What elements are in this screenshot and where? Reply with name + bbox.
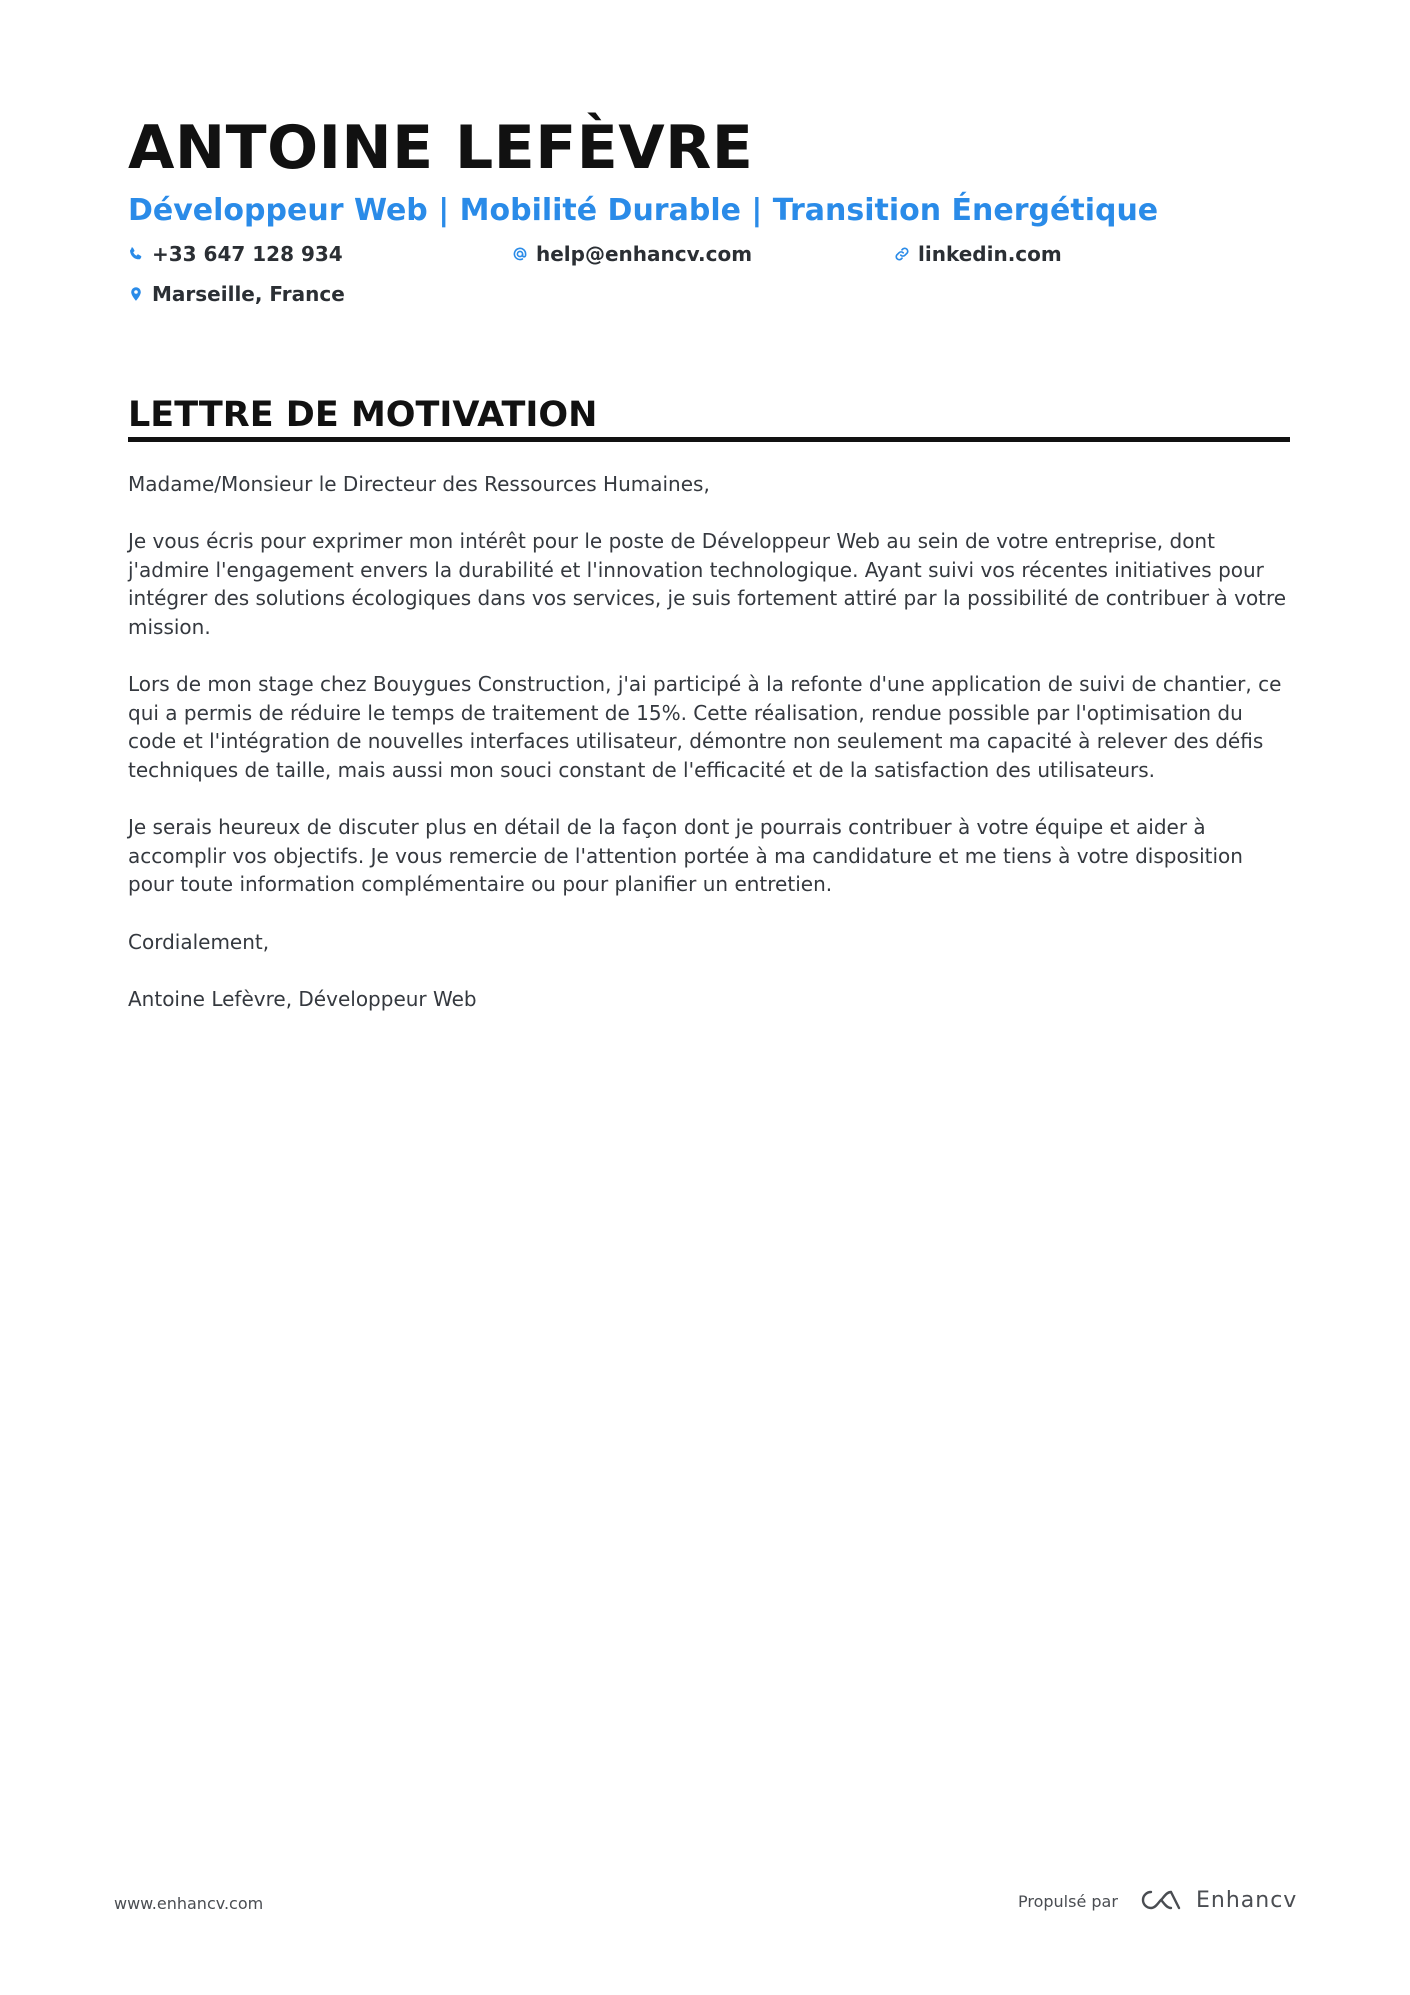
at-icon <box>512 246 528 262</box>
contact-location <box>128 280 345 308</box>
letter-closing: Cordialement, <box>128 929 270 954</box>
footer-website[interactable]: www.enhancv.com <box>114 1894 264 1913</box>
enhancv-logo-icon <box>1138 1887 1184 1913</box>
section-heading: LETTRE DE MOTIVATION <box>128 395 598 435</box>
section-divider <box>128 437 1290 442</box>
candidate-name: ANTOINE LEFÈVRE <box>128 113 754 183</box>
letter-greeting: Madame/Monsieur le Directeur des Ressources Humaines, <box>128 472 710 496</box>
link-icon <box>894 246 910 262</box>
contact-phone <box>128 240 343 268</box>
map-pin-icon <box>128 286 144 302</box>
letter-paragraph: Je vous écris pour exprimer mon intérêt pour le poste de Développeur Web au sein de votre entreprise, dont j'admire l'engagement envers la durabilité et l'innovation technologique. Ayant suivi vos récentes initiatives pour intégrer des solutions écologiques dans vos services, je suis fortement attiré par la possibilité de contribuer à votre mission. <box>128 529 1287 639</box>
phone-number[interactable]: +33 647 128 934 <box>152 242 343 266</box>
phone-icon <box>128 246 144 262</box>
letter-signature: Antoine Lefèvre, Développeur Web <box>128 986 477 1011</box>
letter-paragraph: Je serais heureux de discuter plus en détail de la façon dont je pourrais contribuer à votre équipe et aider à accomplir vos objectifs. Je vous remercie de l'attention portée à ma candidature et me tiens à votre disposition pour toute information complémentaire ou pour planifier un entretien. <box>128 815 1243 897</box>
footer-powered-by: Propulsé par <box>1018 1892 1118 1911</box>
letter-body <box>128 470 1292 1042</box>
email-address[interactable]: help@enhancv.com <box>536 242 753 266</box>
contact-link <box>894 240 1062 268</box>
location-text: Marseille, France <box>152 282 345 306</box>
enhancv-logo[interactable] <box>1138 1880 1297 1920</box>
contact-email <box>512 240 752 268</box>
linkedin-link[interactable]: linkedin.com <box>918 242 1062 266</box>
candidate-title: Développeur Web | Mobilité Durable | Transition Énergétique <box>128 193 1159 228</box>
enhancv-brand-name: Enhancv <box>1196 1887 1298 1913</box>
letter-paragraph: Lors de mon stage chez Bouygues Construction, j'ai participé à la refonte d'une application de suivi de chantier, ce qui a permis de réduire le temps de traitement de 15%. Cette réalisation, rendue possible par l'optimisation du code et l'intégration de nouvelles interfaces utilisateur, démontre non seulement ma capacité à relever des défis techniques de taille, mais aussi mon souci constant de l'efficacité et de la satisfaction des utilisateurs. <box>128 672 1282 782</box>
